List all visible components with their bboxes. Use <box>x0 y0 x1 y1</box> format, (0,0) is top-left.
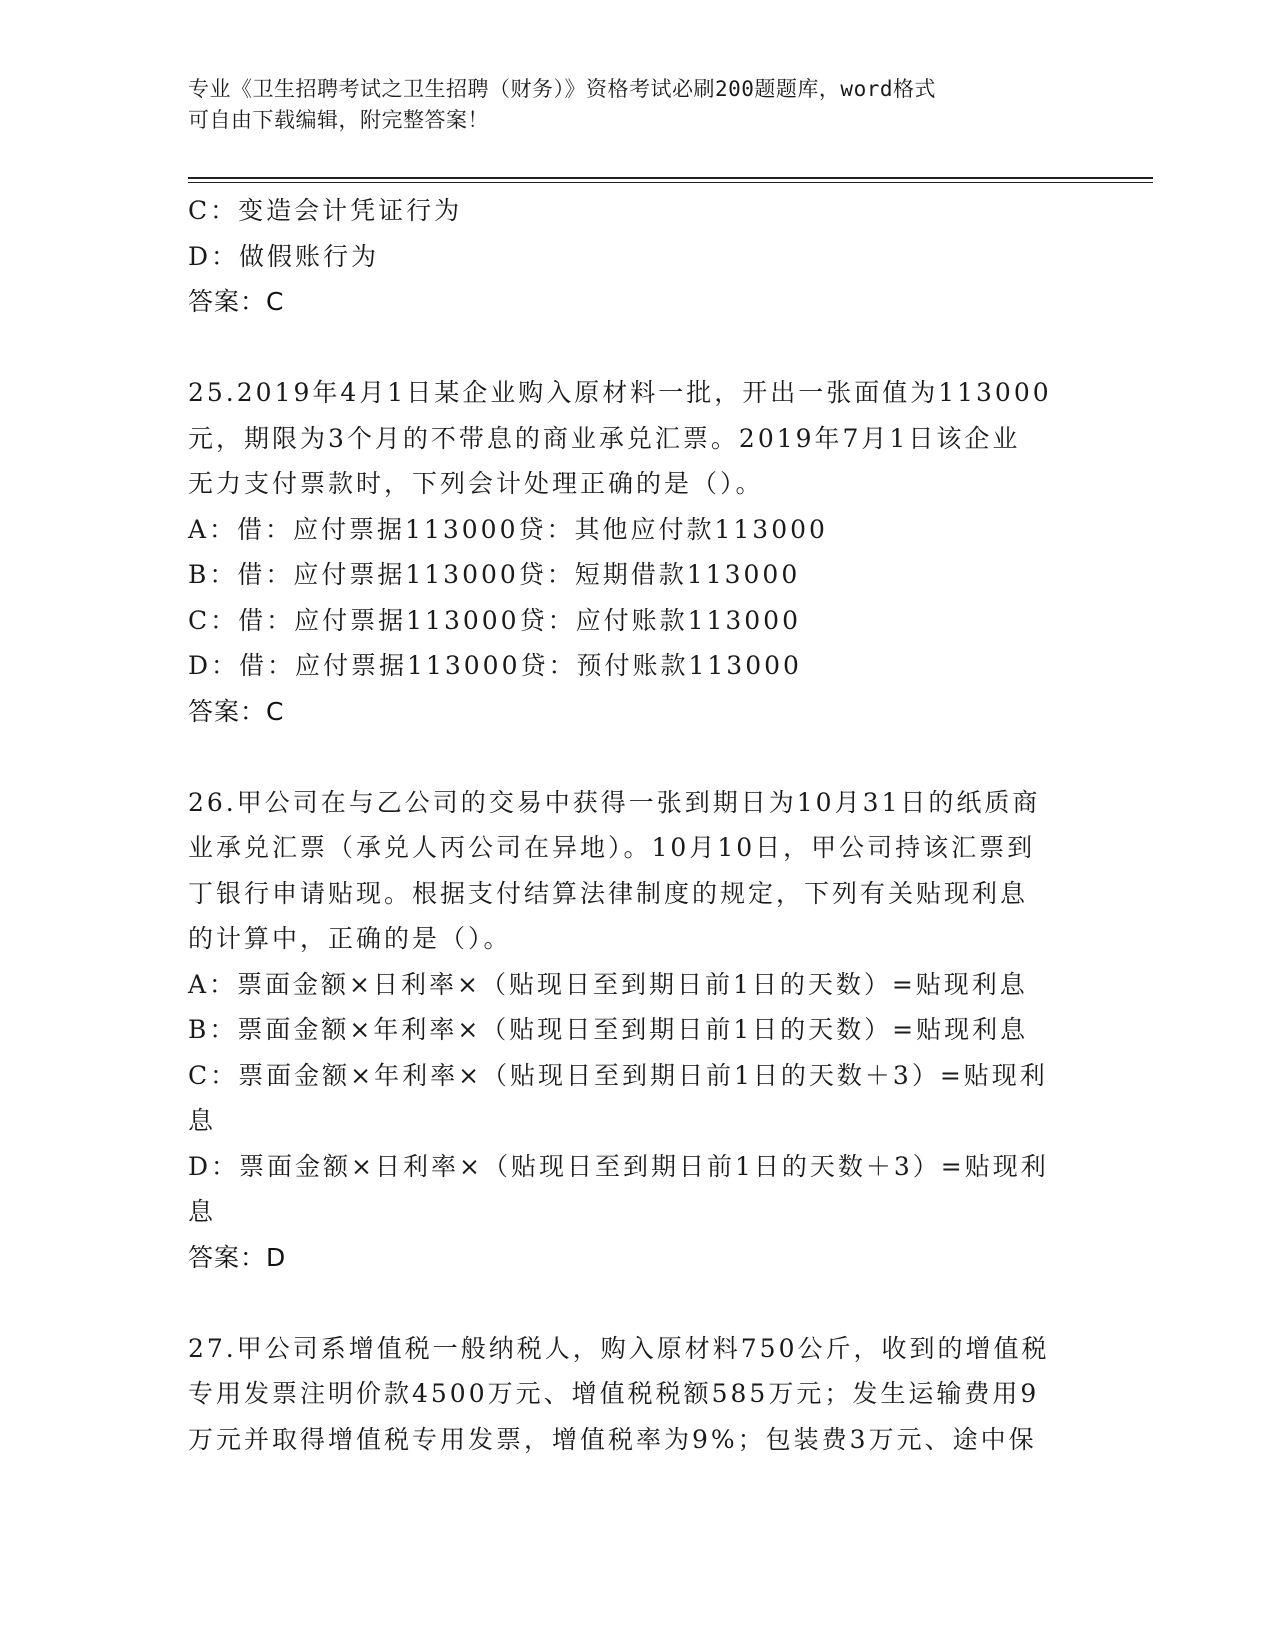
option-c: C：借：应付票据113000贷：应付账款113000 <box>188 605 801 635</box>
answer: 答案：C <box>188 287 285 316</box>
question-stem-line: 万元并取得增值税专用发票，增值税率为9%；包装费3万元、途中保 <box>188 1424 1037 1454</box>
answer: 答案：C <box>188 696 285 726</box>
option-d-continued: 息 <box>188 1197 217 1226</box>
question-stem-line: 丁银行申请贴现。根据支付结算法律制度的规定，下列有关贴现利息 <box>188 878 1029 908</box>
question-stem-line: 无力支付票款时，下列会计处理正确的是（）。 <box>188 469 764 498</box>
question-stem-line: 的计算中，正确的是（）。 <box>188 924 512 953</box>
page-header <box>188 74 1068 136</box>
option-d: D：借：应付票据113000贷：预付账款113000 <box>188 651 802 680</box>
header-rule-thin <box>188 182 1153 183</box>
spacer <box>188 1280 1078 1326</box>
question-26 <box>188 780 1078 1281</box>
option-a: A：借：应付票据113000贷：其他应付款113000 <box>188 514 828 544</box>
answer: 答案：D <box>188 1242 287 1272</box>
page-content <box>188 188 1078 1462</box>
spacer <box>188 734 1078 780</box>
question-stem-line: 专用发票注明价款4500万元、增值税税额585万元；发生运输费用9 <box>188 1379 1040 1408</box>
option-c: C：变造会计凭证行为 <box>188 196 463 225</box>
option-d: D：票面金额×日利率×（贴现日至到期日前1日的天数＋3）=贴现利 <box>188 1151 1049 1181</box>
question-stem-line: 元，期限为3个月的不带息的商业承兑汇票。2019年7月1日该企业 <box>188 423 1021 453</box>
option-c: C：票面金额×年利率×（贴现日至到期日前1日的天数＋3）=贴现利 <box>188 1060 1048 1090</box>
question-stem-line: 25.2019年4月1日某企业购入原材料一批，开出一张面值为113000 <box>188 378 1052 407</box>
option-c-continued: 息 <box>188 1106 217 1135</box>
option-d: D：做假账行为 <box>188 241 380 271</box>
question-stem-line: 27.甲公司系增值税一般纳税人，购入原材料750公斤，收到的增值税 <box>188 1333 1050 1363</box>
header-rule-thick <box>188 177 1153 179</box>
question-stem-line: 业承兑汇票（承兑人丙公司在异地）。10月10日，甲公司持该汇票到 <box>188 833 1036 862</box>
header-line-2: 可自由下载编辑，附完整答案！ <box>188 108 489 132</box>
question-stem-line: 26.甲公司在与乙公司的交易中获得一张到期日为10月31日的纸质商 <box>188 787 1041 817</box>
option-b: B：借：应付票据113000贷：短期借款113000 <box>188 560 801 589</box>
spacer <box>188 325 1078 371</box>
option-b: B：票面金额×年利率×（贴现日至到期日前1日的天数）=贴现利息 <box>188 1015 1029 1044</box>
question-27 <box>188 1326 1078 1463</box>
prev-question-tail <box>188 188 1078 325</box>
question-25 <box>188 370 1078 734</box>
header-line-1: 专业《卫生招聘考试之卫生招聘（财务）》资格考试必刷200题题库，word格式 <box>188 77 936 101</box>
option-a: A：票面金额×日利率×（贴现日至到期日前1日的天数）=贴现利息 <box>188 969 1028 999</box>
